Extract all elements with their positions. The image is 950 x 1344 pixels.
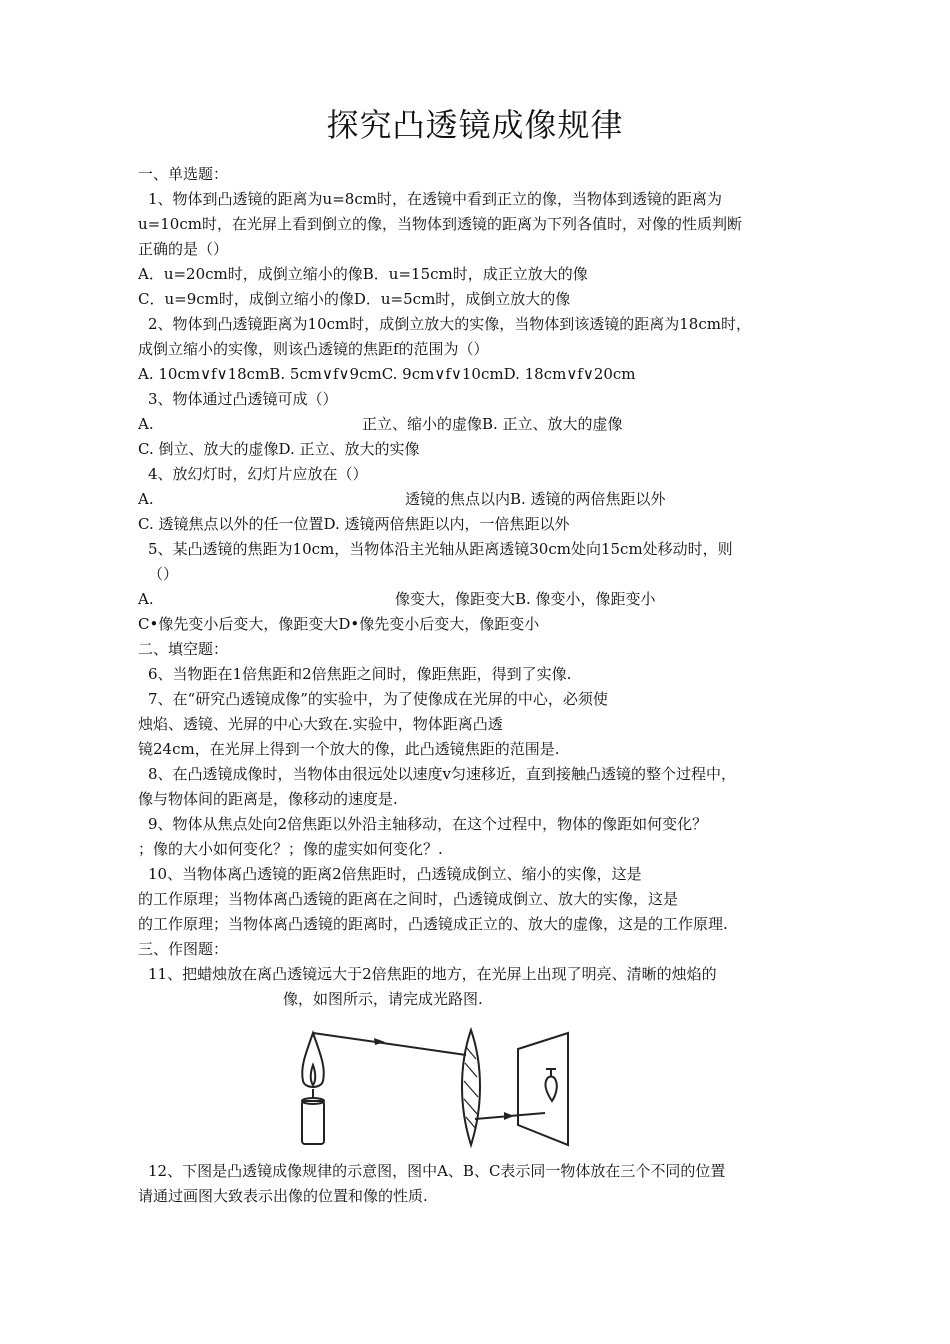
answer-options: C. 透镜焦点以外的任一位置D. 透镜两倍焦距以内，一倍焦距以外 bbox=[138, 515, 570, 533]
question-text: 成倒立缩小的实像，则该凸透镜的焦距f的范围为（） bbox=[138, 340, 489, 358]
answer-options: C•像先变小后变大，像距变大D•像先变小后变大，像距变小 bbox=[138, 615, 540, 633]
question-text: 2、物体到凸透镜距离为10cm时，成倒立放大的实像，当物体到该透镜的距离为18cm时， bbox=[148, 315, 751, 333]
question-text: 11、把蜡烛放在离凸透镜远大于2倍焦距的地方，在光屏上出现了明亮、清晰的烛焰的 bbox=[148, 965, 717, 983]
question-text: 正确的是（） bbox=[138, 240, 229, 258]
question-text: 像，如图所示，请完成光路图. bbox=[283, 990, 483, 1008]
answer-options: A．u=20cm时，成倒立缩小的像B．u=15cm时，成正立放大的像 bbox=[138, 265, 588, 283]
candle bbox=[302, 1101, 324, 1144]
section-heading: 一、单选题： bbox=[138, 165, 229, 183]
question-text: 5、某凸透镜的焦距为10cm，当物体沿主光轴从距离透镜30cm处向15cm处移动时，则 bbox=[148, 540, 733, 558]
option-label: A. bbox=[138, 590, 154, 608]
incident-ray bbox=[313, 1033, 466, 1055]
question-text: 的工作原理；当物体离凸透镜的距离在之间时，凸透镜成倒立、放大的实像，这是 bbox=[138, 890, 679, 908]
light-screen bbox=[518, 1033, 568, 1145]
lens-optics-figure bbox=[290, 1025, 590, 1150]
question-text: 7、在“研究凸透镜成像”的实验中，为了使像成在光屏的中心，必须使 bbox=[148, 690, 608, 708]
section-heading: 三、作图题： bbox=[138, 940, 229, 958]
question-text: （） bbox=[148, 565, 179, 583]
question-text: 请通过画图大致表示出像的位置和像的性质. bbox=[138, 1187, 428, 1205]
option-label: A. bbox=[138, 490, 154, 508]
section-heading: 二、填空题： bbox=[138, 640, 229, 658]
question-text: ；像的大小如何变化？；像的虚实如何变化？. bbox=[138, 840, 443, 858]
page-title: 探究凸透镜成像规律 bbox=[326, 106, 624, 144]
question-text: 9、物体从焦点处向2倍焦距以外沿主轴移动，在这个过程中，物体的像距如何变化？ bbox=[148, 815, 708, 833]
answer-options: 正立、缩小的虚像B. 正立、放大的虚像 bbox=[362, 415, 623, 433]
question-text: 烛焰、透镜、光屏的中心大致在.实验中，物体距离凸透 bbox=[138, 715, 503, 733]
convex-lens bbox=[462, 1030, 480, 1145]
option-label: A. bbox=[138, 415, 154, 433]
answer-options: A. 10cm∨f∨18cmB. 5cm∨f∨9cmC. 9cm∨f∨10cmD. 18cm∨f∨20cm bbox=[138, 365, 636, 383]
question-text: 8、在凸透镜成像时，当物体由很远处以速度v匀速移近，直到接触凸透镜的整个过程中， bbox=[148, 765, 737, 783]
inverted-image-icon bbox=[545, 1077, 556, 1102]
answer-options: C. 倒立、放大的虚像D. 正立、放大的实像 bbox=[138, 440, 420, 458]
question-text: 12、下图是凸透镜成像规律的示意图，图中A、B、C表示同一物体放在三个不同的位置 bbox=[148, 1162, 726, 1180]
question-text: 3、物体通过凸透镜可成（） bbox=[148, 390, 338, 408]
question-text: 10、当物体离凸透镜的距离2倍焦距时，凸透镜成倒立、缩小的实像，这是 bbox=[148, 865, 642, 883]
flame-icon bbox=[302, 1033, 324, 1087]
answer-options: 像变大，像距变大B. 像变小，像距变小 bbox=[395, 590, 656, 608]
question-text: 的工作原理；当物体离凸透镜的距离时，凸透镜成正立的、放大的虚像，这是的工作原理. bbox=[138, 915, 728, 933]
question-text: 6、当物距在1倍焦距和2倍焦距之间时，像距焦距，得到了实像. bbox=[148, 665, 572, 683]
question-text: 像与物体间的距离是，像移动的速度是. bbox=[138, 790, 398, 808]
question-text: 镜24cm，在光屏上得到一个放大的像，此凸透镜焦距的范围是. bbox=[138, 740, 560, 758]
question-text: u=10cm时，在光屏上看到倒立的像，当物体到透镜的距离为下列各值时，对像的性质判断 bbox=[138, 215, 742, 233]
question-text: 1、物体到凸透镜的距离为u=8cm时，在透镜中看到正立的像，当物体到透镜的距离为 bbox=[148, 190, 722, 208]
question-text: 4、放幻灯时，幻灯片应放在（） bbox=[148, 465, 368, 483]
answer-options: C．u=9cm时，成倒立缩小的像D．u=5cm时，成倒立放大的像 bbox=[138, 290, 571, 308]
answer-options: 透镜的焦点以内B. 透镜的两倍焦距以外 bbox=[405, 490, 666, 508]
